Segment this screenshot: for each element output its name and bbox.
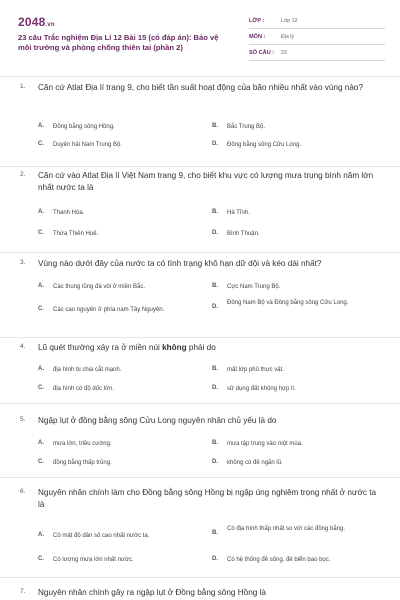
option-d[interactable] bbox=[212, 298, 377, 310]
option-b[interactable] bbox=[212, 439, 387, 449]
option-c[interactable] bbox=[38, 229, 213, 239]
option-letter: A. bbox=[38, 209, 44, 215]
option-text: Đồng bằng sông Cửu Long. bbox=[227, 142, 302, 148]
question-5 bbox=[0, 404, 400, 478]
question-7 bbox=[0, 578, 400, 600]
meta-label: LỚP : bbox=[249, 17, 265, 24]
option-letter: A. bbox=[38, 123, 44, 129]
question-text-part: Lũ quét thường xảy ra ở miền núi bbox=[38, 343, 163, 352]
question-list bbox=[0, 78, 400, 600]
option-text: địa hình bị chia cắt mạnh. bbox=[53, 367, 122, 373]
option-text: mưa tập trung vào một mùa. bbox=[227, 441, 303, 447]
option-text: mưa lớn, triều cường. bbox=[53, 441, 112, 447]
option-letter: C. bbox=[38, 141, 44, 147]
document-title: 23 câu Trắc nghiệm Địa Lí 12 Bài 15 (có đáp án): Bảo vệ môi trường và phòng chống thiên tai (phần 2) bbox=[18, 33, 219, 52]
option-text: Hà Tĩnh. bbox=[227, 210, 250, 216]
option-c[interactable] bbox=[38, 140, 213, 150]
question-head bbox=[20, 587, 378, 599]
option-letter: A. bbox=[38, 532, 44, 538]
logo-main-text: 2048 bbox=[18, 15, 46, 29]
option-d[interactable] bbox=[212, 384, 387, 394]
option-c[interactable] bbox=[38, 555, 213, 565]
meta-row-count bbox=[249, 45, 385, 61]
option-text: Có lượng mưa lớn nhất nước. bbox=[53, 557, 134, 563]
option-text: Có mật độ dân số cao nhất nước ta. bbox=[53, 533, 150, 539]
option-letter: C. bbox=[38, 459, 44, 465]
option-letter: B. bbox=[212, 440, 218, 446]
meta-value: Địa lý bbox=[281, 33, 294, 40]
question-head bbox=[20, 170, 378, 194]
option-letter: C. bbox=[38, 230, 44, 236]
option-letter: C. bbox=[38, 385, 44, 391]
option-text: Các cao nguyên ở phía nam Tây Nguyên. bbox=[53, 307, 165, 313]
option-a[interactable] bbox=[38, 208, 213, 218]
meta-value: Lớp 12 bbox=[281, 17, 298, 24]
option-d[interactable] bbox=[212, 555, 387, 565]
logo-tld-text: .vn bbox=[45, 22, 55, 28]
question-2 bbox=[0, 167, 400, 253]
option-text: địa hình có độ dốc lớn. bbox=[53, 386, 114, 392]
question-text-part: phải do bbox=[186, 343, 216, 352]
option-text: mất lớp phủ thực vật. bbox=[227, 367, 284, 373]
option-b[interactable] bbox=[212, 122, 387, 132]
question-number: 3. bbox=[20, 259, 26, 266]
question-number: 1. bbox=[20, 83, 26, 90]
option-c[interactable] bbox=[38, 458, 213, 468]
option-text: sử dụng đất không hợp lí. bbox=[227, 386, 296, 392]
option-a[interactable] bbox=[38, 282, 213, 292]
option-a[interactable] bbox=[38, 439, 213, 449]
question-head bbox=[20, 487, 378, 511]
question-head bbox=[20, 415, 378, 427]
question-text-emphasis: không bbox=[162, 343, 187, 352]
question-text: Nguyên nhân chính gây ra ngập lụt ở Đồng bằng sông Hồng là bbox=[38, 588, 266, 597]
site-logo[interactable] bbox=[18, 15, 55, 29]
question-4 bbox=[0, 338, 400, 404]
option-letter: B. bbox=[212, 283, 218, 289]
option-text: Bình Thuận. bbox=[227, 231, 260, 237]
option-letter: B. bbox=[212, 209, 218, 215]
question-number: 5. bbox=[20, 416, 26, 423]
meta-row-class bbox=[249, 13, 385, 29]
question-head bbox=[20, 258, 378, 270]
question-text: Ngập lụt ở đồng bằng sông Cửu Long nguyên nhân chủ yếu là do bbox=[38, 416, 277, 425]
question-number: 6. bbox=[20, 488, 26, 495]
option-text: Bắc Trung Bộ. bbox=[227, 124, 266, 130]
option-letter: C. bbox=[38, 556, 44, 562]
question-number: 4. bbox=[20, 343, 26, 350]
option-letter: B. bbox=[212, 366, 218, 372]
option-letter: D. bbox=[212, 459, 218, 465]
option-letter: D. bbox=[212, 230, 218, 236]
option-text: Có địa hình thấp nhất so với các đồng bằng. bbox=[227, 526, 346, 532]
option-text: Cực Nam Trung Bộ. bbox=[227, 284, 281, 290]
question-text: Căn cứ Atlat Địa lí trang 9, cho biết tần suất hoạt động của bão nhiều nhất vào vùng nào? bbox=[38, 83, 364, 92]
document-meta bbox=[249, 13, 385, 61]
option-text: Thừa Thiên Huế. bbox=[53, 231, 99, 237]
option-text: Có hệ thống đê sông, đê biển bao bọc. bbox=[227, 557, 331, 563]
option-text: không có đê ngăn lũ. bbox=[227, 460, 283, 466]
option-letter: A. bbox=[38, 283, 44, 289]
option-d[interactable] bbox=[212, 229, 387, 239]
option-text: Các thung lũng đá vôi ở miền Bắc. bbox=[53, 284, 145, 290]
option-b[interactable] bbox=[212, 282, 387, 292]
question-6 bbox=[0, 478, 400, 578]
option-letter: D. bbox=[212, 141, 218, 147]
option-d[interactable] bbox=[212, 458, 387, 468]
option-b[interactable] bbox=[212, 365, 387, 375]
header-divider bbox=[0, 76, 400, 77]
option-letter: A. bbox=[38, 366, 44, 372]
option-text: Đông Nam Bộ và Đồng bằng sông Cửu Long. bbox=[227, 300, 349, 306]
option-letter: B. bbox=[212, 530, 218, 536]
option-letter: A. bbox=[38, 440, 44, 446]
question-text: Nguyên nhân chính làm cho Đồng bằng sông Hồng bị ngập úng nghiêm trọng nhất ở nước ta là bbox=[38, 488, 377, 509]
option-a[interactable] bbox=[38, 365, 213, 375]
option-letter: D. bbox=[212, 304, 218, 310]
meta-label: SỐ CÂU : bbox=[249, 49, 275, 56]
question-number: 7. bbox=[20, 588, 26, 595]
option-letter: D. bbox=[212, 556, 218, 562]
question-number: 2. bbox=[20, 171, 26, 178]
option-text: Duyên hải Nam Trung Bộ. bbox=[53, 142, 123, 148]
question-head bbox=[20, 342, 378, 354]
question-1 bbox=[0, 78, 400, 167]
question-text: Căn cứ vào Atlat Địa lí Việt Nam trang 9, cho biết khu vực có lượng mưa trung bình năm lớn nhất nước ta là bbox=[38, 171, 374, 192]
option-c[interactable] bbox=[38, 305, 213, 315]
option-a[interactable] bbox=[38, 531, 213, 541]
option-letter: B. bbox=[212, 123, 218, 129]
meta-value: 23 bbox=[281, 49, 287, 56]
option-b[interactable] bbox=[212, 524, 377, 536]
option-c[interactable] bbox=[38, 384, 213, 394]
question-head bbox=[20, 82, 378, 94]
document-header bbox=[0, 0, 400, 72]
option-letter: C. bbox=[38, 306, 44, 312]
option-letter: D. bbox=[212, 385, 218, 391]
meta-label: MÔN : bbox=[249, 33, 266, 40]
option-text: Đồng bằng sông Hồng. bbox=[53, 124, 115, 130]
option-text: đồng bằng thấp trũng. bbox=[53, 460, 112, 466]
question-text: Vùng nào dưới đây của nước ta có tình trạng khô hạn dữ dội và kéo dài nhất? bbox=[38, 259, 322, 268]
question-3 bbox=[0, 253, 400, 338]
option-d[interactable] bbox=[212, 140, 387, 150]
question-text bbox=[38, 342, 378, 354]
option-b[interactable] bbox=[212, 208, 387, 218]
option-a[interactable] bbox=[38, 122, 213, 132]
meta-row-subject bbox=[249, 29, 385, 45]
option-text: Thanh Hóa. bbox=[53, 210, 85, 216]
